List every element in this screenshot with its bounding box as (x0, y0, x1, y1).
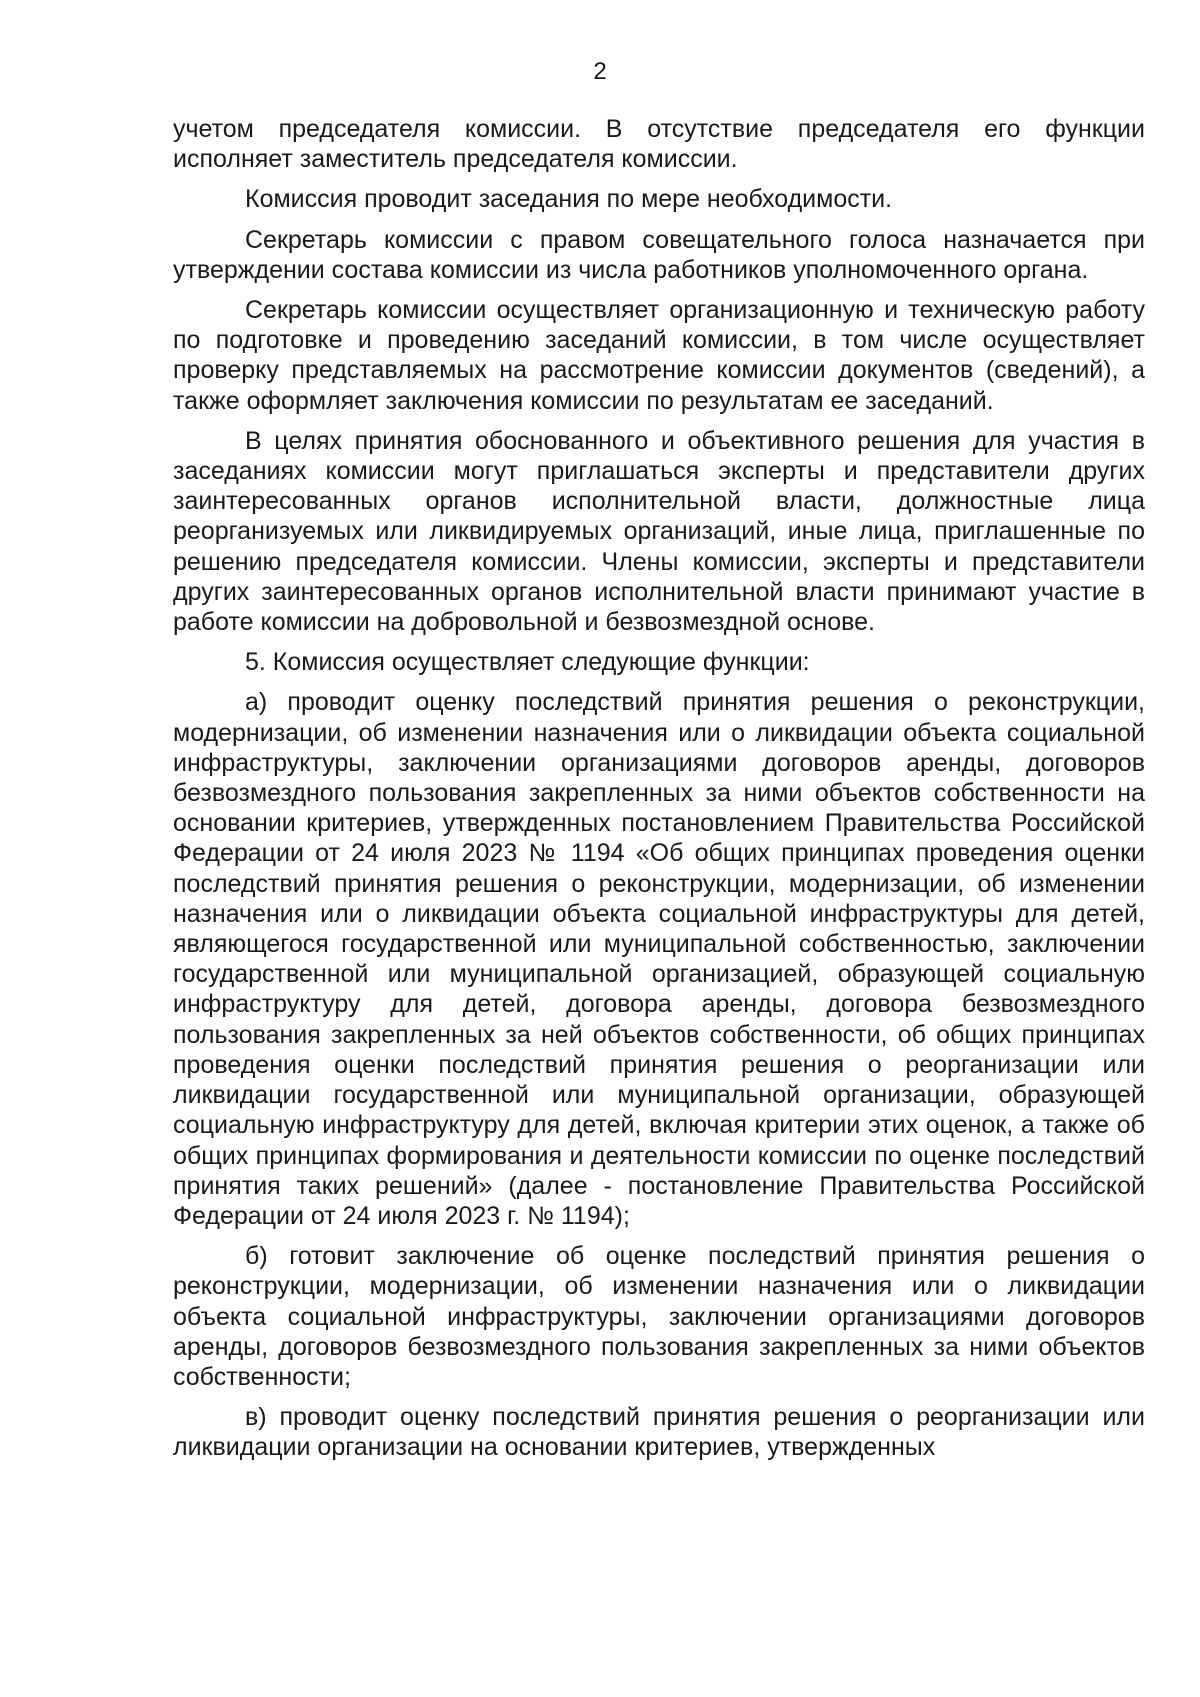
paragraph-meetings: Комиссия проводит заседания по мере необходимости. (245, 185, 893, 214)
paragraph-function-b: б) готовит заключение об оценке последствий принятия решения о реконструкции, модернизации, об изменении назначения или о ликвидации объекта социальной инфраструктуры, заключении организациями договоров аренды, договоров безвозмездного пользования закрепленных за ними объектов собственности; (173, 1242, 1145, 1391)
paragraph-functions-heading: 5. Комиссия осуществляет следующие функции: (245, 648, 810, 677)
paragraph-secretary-duties: Секретарь комиссии осуществляет организационную и техническую работу по подготовке и проведению заседаний комиссии, в том числе осуществляет проверку представляемых на рассмотрение комиссии документов (сведений), а также оформляет заключения комиссии по результатам ее заседаний. (173, 296, 1145, 415)
paragraph-chairman-absence: учетом председателя комиссии. В отсутствие председателя его функции исполняет заместитель председателя комиссии. (173, 115, 1145, 174)
document-body (173, 114, 1145, 1463)
paragraph-invited-experts: В целях принятия обоснованного и объективного решения для участия в заседаниях комиссии могут приглашаться эксперты и представители других заинтересованных органов исполнительной власти, должностные лица реорганизуемых или ликвидируемых организаций, иные лица, приглашенные по решению председателя комиссии. Члены комиссии, эксперты и представители других заинтересованных органов исполнительной власти принимают участие в работе комиссии на добровольной и безвозмездной основе. (173, 426, 1145, 637)
paragraph-function-v: в) проводит оценку последствий принятия решения о реорганизации или ликвидации организации на основании критериев, утвержденных (173, 1403, 1145, 1462)
paragraph-function-a: а) проводит оценку последствий принятия решения о реконструкции, модернизации, об изменении назначения или о ликвидации объекта социальной инфраструктуры, заключении организациями договоров аренды, договоров безвозмездного пользования закрепленных за ними объектов собственности на основании критериев, утвержденных постановлением Правительства Российской Федерации от 24 июля 2023 № 1194 «Об общих принципах проведения оценки последствий принятия решения о реконструкции, модернизации, об изменении назначения или о ликвидации объекта социальной инфраструктуры для детей, являющегося государственной или муниципальной собственностью, заключении государственной или муниципальной организацией, образующей социальную инфраструктуру для детей, договора аренды, договора безвозмездного пользования закрепленных за ней объектов собственности, об общих принципах проведения оценки последствий принятия решения о реорганизации или ликвидации государственной или муниципальной организации, образующей социальную инфраструктуру для детей, включая критерии этих оценок, а также об общих принципах формирования и деятельности комиссии по оценке последствий принятия таких решений» (далее - постановление Правительства Российской Федерации от 24 июля 2023 г. № 1194); (173, 688, 1145, 1230)
page-number: 2 (593, 58, 607, 85)
paragraph-secretary-appointment: Секретарь комиссии с правом совещательного голоса назначается при утверждении состава комиссии из числа работников уполномоченного органа. (173, 225, 1145, 284)
